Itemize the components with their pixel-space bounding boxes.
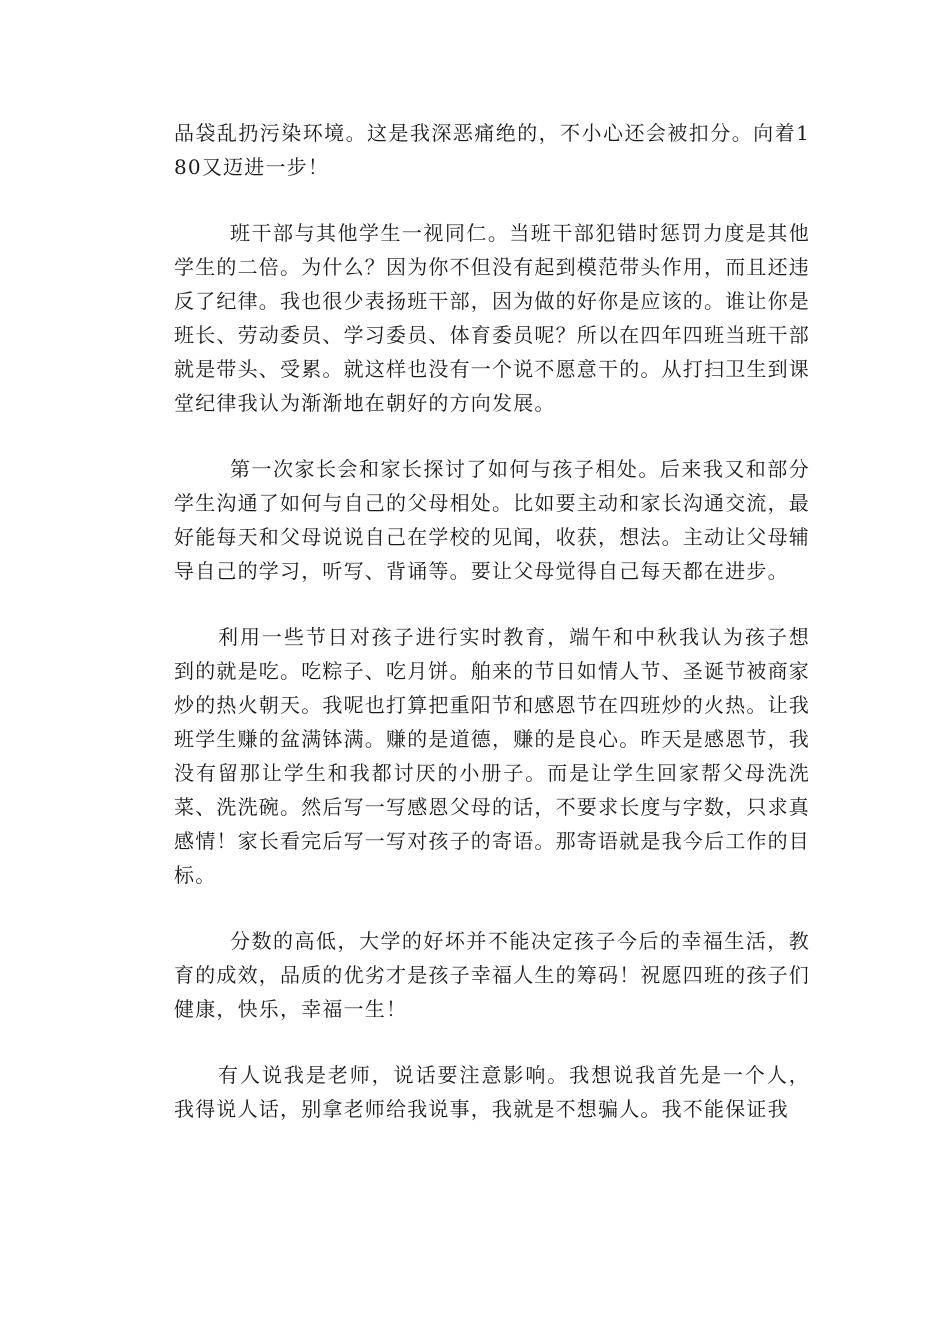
paragraph-1: 品袋乱扔污染环境。这是我深恶痛绝的，不小心还会被扣分。向着180又迈进一步！: [174, 121, 810, 179]
paragraph-2: 班干部与其他学生一视同仁。当班干部犯错时惩罚力度是其他学生的二倍。为什么？因为你不但没有起到模范带头作用，而且还违反了纪律。我也很少表扬班干部，因为做的好你是应该的。谁让你是班长、劳动委员、学习委员、体育委员呢？所以在四年四班当班干部就是带头、受累。就这样也没有一个说不愿意干的。从打扫卫生到课堂纪律我认为渐渐地在朝好的方向发展。: [174, 221, 810, 415]
paragraph-3: 第一次家长会和家长探讨了如何与孩子相处。后来我又和部分学生沟通了如何与自己的父母相处。比如要主动和家长沟通交流，最好能每天和父母说说自己在学校的见闻，收获，想法。主动让父母辅导自己的学习，听写、背诵等。要让父母觉得自己每天都在进步。: [174, 457, 810, 583]
paragraph-5: 分数的高低，大学的好坏并不能决定孩子今后的幸福生活，教育的成效，品质的优劣才是孩子幸福人生的筹码！祝愿四班的孩子们健康，快乐，幸福一生！: [174, 929, 810, 1021]
paragraph-4: 利用一些节日对孩子进行实时教育，端午和中秋我认为孩子想到的就是吃。吃粽子、吃月饼。舶来的节日如情人节、圣诞节被商家炒的热火朝天。我呢也打算把重阳节和感恩节在四班炒的火热。让我班学生赚的盆满钵满。赚的是道德，赚的是良心。昨天是感恩节，我没有留那让学生和我都讨厌的小册子。而是让学生回家帮父母洗洗菜、洗洗碗。然后写一写感恩父母的话，不要求长度与字数，只求真感情！家长看完后写一写对孩子的寄语。那寄语就是我今后工作的目标。: [174, 625, 810, 887]
document-body: [174, 116, 810, 1158]
paragraph-6: 有人说我是老师，说话要注意影响。我想说我首先是一个人，我得说人话，别拿老师给我说事，我就是不想骗人。我不能保证我: [174, 1063, 810, 1121]
